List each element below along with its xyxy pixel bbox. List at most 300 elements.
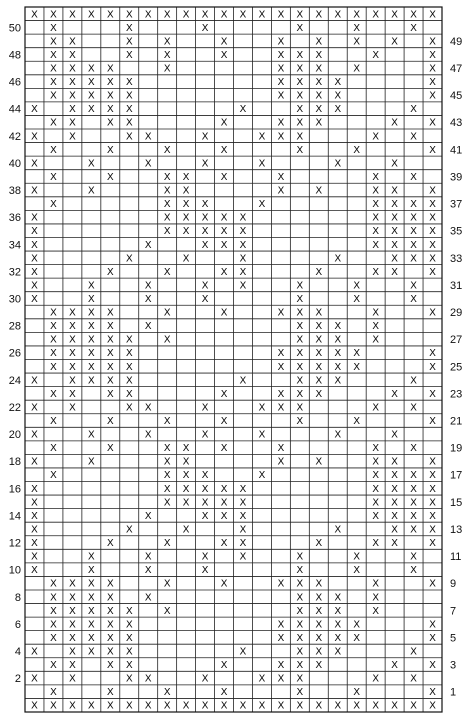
right-row-labels	[450, 36, 462, 699]
cell-x-mark: X	[220, 443, 228, 455]
cell-x-mark: X	[31, 293, 38, 305]
row-label-left: 38	[8, 185, 21, 198]
cell-x-mark: X	[277, 49, 285, 61]
cell-x-mark: X	[410, 565, 417, 577]
cell-x-mark: X	[334, 348, 342, 360]
cell-x-mark: X	[258, 9, 266, 21]
row-label-left: 40	[8, 157, 21, 170]
row-label-right: 25	[450, 361, 463, 374]
cell-x-mark: X	[429, 144, 436, 156]
cell-x-mark: X	[410, 700, 417, 712]
cell-x-mark: X	[50, 49, 57, 61]
cell-x-mark: X	[239, 551, 247, 563]
cell-x-mark: X	[410, 131, 417, 143]
cell-x-mark: X	[391, 538, 399, 550]
cell-x-mark: X	[50, 619, 57, 631]
cell-x-mark: X	[201, 199, 209, 211]
row-label-left: 18	[8, 456, 21, 469]
cell-x-mark: X	[372, 334, 380, 346]
cell-x-mark: X	[410, 171, 417, 183]
cell-x-mark: X	[182, 497, 190, 509]
cell-x-mark: X	[50, 388, 57, 400]
cell-x-mark: X	[372, 470, 380, 482]
cell-x-mark: X	[296, 334, 304, 346]
cell-x-mark: X	[31, 375, 38, 387]
cell-x-mark: X	[391, 660, 399, 672]
row-label-left: 8	[14, 591, 21, 604]
cell-x-mark: X	[334, 104, 342, 116]
cell-x-mark: X	[182, 456, 190, 468]
cell-x-mark: X	[315, 117, 323, 129]
cell-x-mark: X	[125, 104, 133, 116]
cell-x-mark: X	[68, 9, 76, 21]
cell-x-mark: X	[163, 212, 171, 224]
cell-x-mark: X	[410, 470, 417, 482]
cell-x-mark: X	[429, 36, 436, 48]
cell-x-mark: X	[87, 158, 95, 170]
cell-x-mark: X	[31, 266, 38, 278]
cell-x-mark: X	[220, 687, 228, 699]
cell-x-mark: X	[163, 483, 171, 495]
cell-x-mark: X	[125, 646, 133, 658]
cell-x-mark: X	[391, 239, 399, 251]
cell-x-mark: X	[315, 605, 323, 617]
cell-x-mark: X	[144, 131, 152, 143]
cell-x-mark: X	[334, 524, 342, 536]
cell-x-mark: X	[296, 592, 304, 604]
cell-x-mark: X	[372, 185, 380, 197]
cell-x-mark: X	[144, 429, 152, 441]
cell-x-mark: X	[144, 158, 152, 170]
cell-x-mark: X	[163, 334, 171, 346]
cell-x-mark: X	[239, 700, 247, 712]
cell-x-mark: X	[296, 565, 304, 577]
cell-x-mark: X	[372, 239, 380, 251]
cell-x-mark: X	[87, 334, 95, 346]
cell-x-mark: X	[239, 497, 247, 509]
cell-x-mark: X	[296, 293, 304, 305]
cell-x-mark: X	[106, 334, 114, 346]
cell-x-mark: X	[315, 456, 323, 468]
cell-x-mark: X	[50, 77, 57, 89]
cell-x-mark: X	[50, 470, 57, 482]
cell-x-mark: X	[239, 510, 247, 522]
cell-x-mark: X	[87, 578, 95, 590]
cell-x-mark: X	[106, 592, 114, 604]
row-label-right: 9	[450, 578, 457, 591]
cell-x-mark: X	[87, 293, 95, 305]
cell-x-mark: X	[429, 266, 436, 278]
cell-x-mark: X	[68, 63, 76, 75]
cell-x-mark: X	[87, 429, 95, 441]
cell-x-mark: X	[87, 77, 95, 89]
cell-x-mark: X	[353, 348, 361, 360]
cell-x-mark: X	[87, 619, 95, 631]
cell-x-mark: X	[125, 375, 133, 387]
cell-x-mark: X	[201, 9, 209, 21]
cell-x-mark: X	[163, 185, 171, 197]
cell-x-mark: X	[106, 104, 114, 116]
cell-x-mark: X	[125, 49, 133, 61]
cell-x-mark: X	[68, 700, 76, 712]
cell-x-mark: X	[201, 429, 209, 441]
cell-x-mark: X	[334, 700, 342, 712]
cell-x-mark: X	[296, 280, 304, 292]
cell-x-mark: X	[429, 239, 436, 251]
cell-x-mark: X	[391, 36, 399, 48]
row-label-right: 35	[450, 225, 463, 238]
cell-x-mark: X	[220, 660, 228, 672]
cell-x-mark: X	[372, 443, 380, 455]
cell-x-mark: X	[277, 36, 285, 48]
cell-x-mark: X	[106, 90, 114, 102]
cell-x-mark: X	[68, 646, 76, 658]
cell-x-mark: X	[372, 49, 380, 61]
cell-x-mark: X	[163, 36, 171, 48]
cell-x-mark: X	[372, 402, 380, 414]
cell-x-mark: X	[50, 36, 57, 48]
cell-x-mark: X	[429, 117, 436, 129]
row-label-right: 11	[450, 551, 462, 564]
cell-x-mark: X	[163, 144, 171, 156]
cell-x-mark: X	[31, 280, 38, 292]
cell-x-mark: X	[201, 131, 209, 143]
row-label-right: 17	[450, 469, 463, 482]
cell-x-mark: X	[410, 9, 417, 21]
cell-x-mark: X	[296, 117, 304, 129]
cell-x-mark: X	[296, 619, 304, 631]
cell-x-mark: X	[372, 483, 380, 495]
cell-x-mark: X	[50, 171, 57, 183]
row-label-left: 34	[8, 239, 21, 252]
cell-x-mark: X	[163, 497, 171, 509]
cell-x-mark: X	[125, 348, 133, 360]
cell-x-mark: X	[68, 361, 76, 373]
cell-x-mark: X	[391, 226, 399, 238]
cell-x-mark: X	[31, 185, 38, 197]
cell-x-mark: X	[410, 293, 417, 305]
cell-x-mark: X	[106, 388, 114, 400]
cell-x-mark: X	[334, 632, 342, 644]
cell-x-mark: X	[144, 510, 152, 522]
cell-x-mark: X	[372, 605, 380, 617]
row-label-right: 29	[450, 307, 463, 320]
cell-x-mark: X	[201, 510, 209, 522]
cell-x-mark: X	[31, 551, 38, 563]
cell-x-mark: X	[239, 646, 247, 658]
cell-x-mark: X	[391, 199, 399, 211]
cell-x-mark: X	[68, 90, 76, 102]
cell-x-mark: X	[315, 375, 323, 387]
cell-x-mark: X	[163, 226, 171, 238]
cell-x-mark: X	[334, 158, 342, 170]
cell-x-mark: X	[239, 239, 247, 251]
cell-x-mark: X	[50, 632, 57, 644]
row-label-right: 31	[450, 279, 463, 292]
cell-x-mark: X	[163, 416, 171, 428]
cell-x-mark: X	[410, 375, 417, 387]
cell-x-mark: X	[296, 375, 304, 387]
cell-x-mark: X	[125, 619, 133, 631]
cell-x-mark: X	[239, 253, 247, 265]
cell-x-mark: X	[182, 483, 190, 495]
cell-x-mark: X	[429, 77, 436, 89]
cell-x-mark: X	[163, 49, 171, 61]
cell-x-mark: X	[87, 90, 95, 102]
cell-x-mark: X	[220, 483, 228, 495]
cell-x-mark: X	[239, 266, 247, 278]
row-label-left: 36	[8, 212, 21, 225]
cell-x-mark: X	[410, 212, 417, 224]
row-label-right: 39	[450, 171, 463, 184]
cell-x-mark: X	[87, 646, 95, 658]
cell-x-mark: X	[220, 171, 228, 183]
row-label-right: 33	[450, 252, 463, 265]
cell-x-mark: X	[315, 185, 323, 197]
cell-x-mark: X	[201, 497, 209, 509]
cell-x-mark: X	[201, 700, 209, 712]
cell-x-mark: X	[68, 660, 76, 672]
cell-x-mark: X	[429, 483, 436, 495]
cell-x-mark: X	[68, 77, 76, 89]
cell-x-mark: X	[315, 334, 323, 346]
row-label-right: 3	[450, 659, 457, 672]
cell-x-mark: X	[220, 388, 228, 400]
cell-x-mark: X	[50, 592, 57, 604]
cell-x-mark: X	[239, 375, 247, 387]
cell-x-mark: X	[429, 90, 436, 102]
cell-x-mark: X	[410, 104, 417, 116]
cell-x-mark: X	[429, 497, 436, 509]
cell-x-mark: X	[106, 619, 114, 631]
cell-x-mark: X	[106, 144, 114, 156]
cell-x-mark: X	[429, 700, 436, 712]
cell-x-mark: X	[125, 605, 133, 617]
cell-x-mark: X	[334, 592, 342, 604]
cell-x-mark: X	[334, 619, 342, 631]
cell-x-mark: X	[429, 348, 436, 360]
cell-x-mark: X	[277, 117, 285, 129]
cell-x-mark: X	[391, 497, 399, 509]
cell-x-mark: X	[144, 293, 152, 305]
cell-x-mark: X	[125, 402, 133, 414]
cell-x-mark: X	[296, 63, 304, 75]
cell-x-mark: X	[182, 470, 190, 482]
cell-x-mark: X	[296, 90, 304, 102]
cell-x-mark: X	[334, 9, 342, 21]
cell-x-mark: X	[125, 77, 133, 89]
cell-x-mark: X	[31, 673, 38, 685]
row-label-right: 23	[450, 388, 463, 401]
cell-x-mark: X	[201, 483, 209, 495]
row-label-right: 7	[450, 605, 457, 618]
row-label-left: 28	[8, 320, 21, 333]
cell-x-mark: X	[163, 538, 171, 550]
row-label-left: 48	[8, 49, 21, 62]
cell-x-mark: X	[106, 646, 114, 658]
cell-x-mark: X	[429, 212, 436, 224]
cell-x-mark: X	[125, 388, 133, 400]
cell-x-mark: X	[410, 239, 417, 251]
cell-x-mark: X	[201, 293, 209, 305]
cell-x-mark: X	[220, 578, 228, 590]
cell-x-mark: X	[87, 700, 95, 712]
cell-x-mark: X	[182, 212, 190, 224]
cell-x-mark: X	[372, 578, 380, 590]
cell-x-mark: X	[144, 565, 152, 577]
cell-x-mark: X	[277, 185, 285, 197]
cell-x-mark: X	[296, 348, 304, 360]
cell-x-mark: X	[144, 280, 152, 292]
cell-x-mark: X	[391, 212, 399, 224]
cell-x-mark: X	[315, 77, 323, 89]
row-label-left: 50	[8, 22, 21, 35]
cell-x-mark: X	[87, 9, 95, 21]
cell-x-mark: X	[68, 578, 76, 590]
row-label-right: 19	[450, 442, 463, 455]
cell-x-mark: X	[277, 307, 285, 319]
cell-x-mark: X	[50, 605, 57, 617]
cell-x-mark: X	[144, 9, 152, 21]
cell-x-mark: X	[353, 551, 361, 563]
cell-x-mark: X	[220, 497, 228, 509]
cell-x-mark: X	[68, 673, 76, 685]
cell-x-mark: X	[144, 592, 152, 604]
cell-x-mark: X	[182, 199, 190, 211]
cell-x-mark: X	[296, 307, 304, 319]
cell-x-mark: X	[391, 470, 399, 482]
cell-x-mark: X	[125, 700, 133, 712]
cell-x-mark: X	[429, 470, 436, 482]
cell-x-mark: X	[31, 239, 38, 251]
cell-x-mark: X	[50, 578, 57, 590]
cell-x-mark: X	[68, 117, 76, 129]
row-label-left: 46	[8, 76, 21, 89]
cell-x-mark: X	[429, 307, 436, 319]
cell-x-mark: X	[68, 131, 76, 143]
cell-x-mark: X	[315, 592, 323, 604]
cell-x-mark: X	[429, 416, 436, 428]
row-label-left: 22	[8, 401, 21, 414]
cell-x-mark: X	[50, 144, 57, 156]
cell-x-mark: X	[220, 212, 228, 224]
cell-x-mark: X	[277, 131, 285, 143]
cell-x-mark: X	[315, 660, 323, 672]
cell-x-mark: X	[391, 388, 399, 400]
cell-x-mark: X	[144, 673, 152, 685]
cell-x-mark: X	[125, 90, 133, 102]
cell-x-mark: X	[106, 375, 114, 387]
cell-x-mark: X	[50, 687, 57, 699]
cell-x-mark: X	[106, 63, 114, 75]
cell-x-mark: X	[68, 402, 76, 414]
cell-x-mark: X	[391, 429, 399, 441]
cell-x-mark: X	[220, 307, 228, 319]
cell-x-mark: X	[334, 90, 342, 102]
cell-x-mark: X	[106, 443, 114, 455]
cell-x-mark: X	[201, 226, 209, 238]
cell-x-mark: X	[372, 212, 380, 224]
cell-x-mark: X	[68, 334, 76, 346]
cell-x-mark: X	[296, 605, 304, 617]
cell-x-mark: X	[315, 36, 323, 48]
cell-x-mark: X	[125, 673, 133, 685]
cell-x-mark: X	[296, 632, 304, 644]
cell-x-mark: X	[296, 646, 304, 658]
cell-x-mark: X	[106, 632, 114, 644]
cell-x-mark: X	[87, 307, 95, 319]
cell-x-mark: X	[296, 49, 304, 61]
cell-x-mark: X	[220, 9, 228, 21]
cell-x-mark: X	[220, 538, 228, 550]
cell-x-mark: X	[106, 416, 114, 428]
cell-x-mark: X	[201, 22, 209, 34]
cell-x-mark: X	[258, 158, 266, 170]
cell-x-mark: X	[277, 348, 285, 360]
row-label-right: 21	[450, 415, 463, 428]
row-label-left: 20	[8, 429, 21, 442]
cell-x-mark: X	[106, 605, 114, 617]
cell-x-mark: X	[220, 510, 228, 522]
cell-x-mark: X	[220, 36, 228, 48]
cell-x-mark: X	[163, 456, 171, 468]
cell-x-mark: X	[334, 646, 342, 658]
cell-x-mark: X	[125, 36, 133, 48]
cell-x-mark: X	[296, 687, 304, 699]
cell-x-mark: X	[87, 63, 95, 75]
cell-x-mark: X	[296, 361, 304, 373]
cell-x-mark: X	[258, 131, 266, 143]
cell-x-mark: X	[296, 402, 304, 414]
cell-x-mark: X	[353, 619, 361, 631]
cell-x-mark: X	[334, 361, 342, 373]
cell-x-mark: X	[296, 9, 304, 21]
cell-x-mark: X	[68, 348, 76, 360]
cell-x-mark: X	[372, 700, 380, 712]
cell-x-mark: X	[201, 158, 209, 170]
cell-x-mark: X	[315, 538, 323, 550]
row-label-right: 43	[450, 117, 463, 130]
cell-x-mark: X	[220, 239, 228, 251]
cell-x-mark: X	[258, 700, 266, 712]
cell-x-mark: X	[87, 185, 95, 197]
row-label-right: 45	[450, 90, 463, 103]
cell-x-mark: X	[372, 9, 380, 21]
cell-x-mark: X	[315, 9, 323, 21]
cell-x-mark: X	[353, 36, 361, 48]
cell-x-mark: X	[429, 253, 436, 265]
cell-x-mark: X	[182, 524, 190, 536]
cell-x-mark: X	[353, 293, 361, 305]
cell-x-mark: X	[125, 524, 133, 536]
cell-x-mark: X	[315, 619, 323, 631]
cell-x-mark: X	[372, 266, 380, 278]
row-label-left: 14	[8, 510, 21, 523]
cell-x-mark: X	[144, 402, 152, 414]
cell-x-mark: X	[106, 307, 114, 319]
cell-x-mark: X	[220, 700, 228, 712]
row-label-right: 13	[450, 523, 463, 536]
cell-x-mark: X	[277, 388, 285, 400]
cell-x-mark: X	[106, 171, 114, 183]
cell-x-mark: X	[125, 131, 133, 143]
cell-x-mark: X	[391, 266, 399, 278]
cell-x-mark: X	[296, 321, 304, 333]
cell-x-mark: X	[87, 280, 95, 292]
cell-x-mark: X	[353, 700, 361, 712]
cell-x-mark: X	[31, 700, 38, 712]
cell-x-mark: X	[87, 321, 95, 333]
